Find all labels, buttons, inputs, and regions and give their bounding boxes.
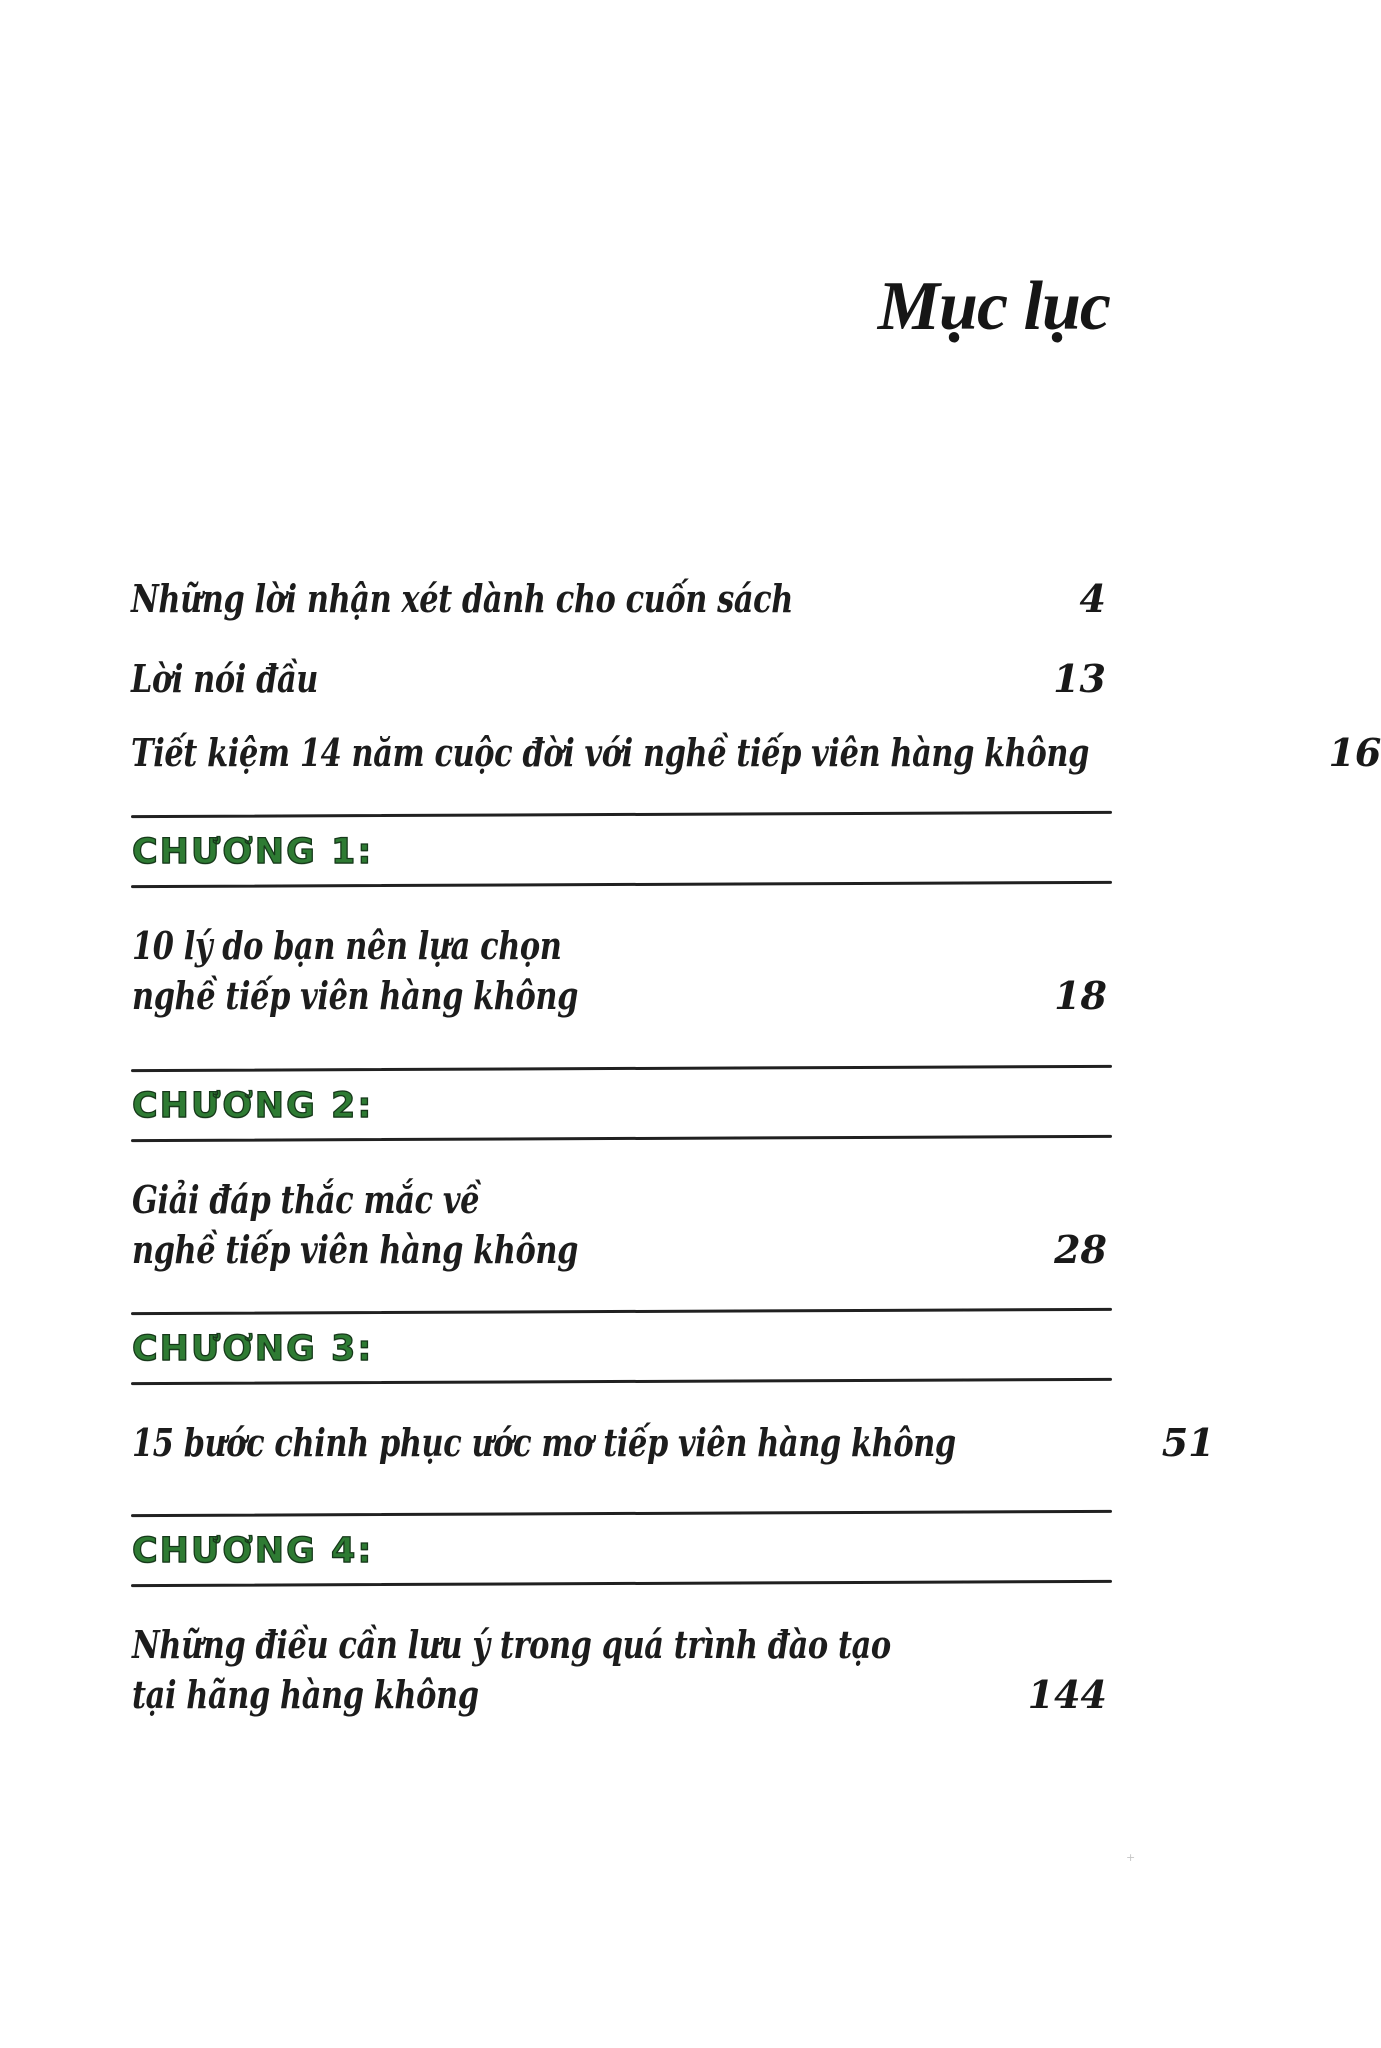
chapter-entry-text: tại hãng hàng không — [132, 1672, 479, 1717]
toc-page-number: 16 — [1328, 730, 1381, 775]
toc-item-title: Những lời nhận xét dành cho cuốn sách — [131, 576, 793, 621]
chapter-entry-text: 15 bước chinh phục ước mơ tiếp viên hàng không — [132, 1420, 956, 1465]
chapter-heading: CHƯƠNG 1: — [132, 832, 374, 872]
chapter-section-1 — [131, 813, 1112, 1073]
chapter-heading: CHƯƠNG 2: — [132, 1086, 374, 1126]
chapter-entry-line-1 — [132, 1620, 1113, 1670]
toc-page-number: 4 — [1079, 576, 1106, 621]
toc-row-front-1 — [131, 574, 1112, 624]
chapter-section-3 — [131, 1310, 1215, 1520]
chapter-entry-text: Những điều cần lưu ý trong quá trình đào tạo — [132, 1622, 891, 1667]
chapter-entry-text: Giải đáp thắc mắc về — [132, 1177, 480, 1222]
toc-row-front-3 — [131, 728, 1381, 778]
chapter-section-2 — [131, 1067, 1112, 1327]
chapter-rule-bottom — [131, 1378, 1112, 1385]
chapter-rule-bottom — [131, 1135, 1112, 1142]
toc-page-number: 28 — [1054, 1227, 1107, 1272]
content-column — [131, 0, 1381, 2048]
chapter-entry-line-1 — [132, 921, 1113, 971]
chapter-entry-text: 10 lý do bạn nên lựa chọn — [132, 923, 562, 968]
toc-page-number: 13 — [1053, 656, 1106, 701]
toc-row-front-2 — [131, 654, 1112, 704]
toc-item-title: Lời nói đầu — [131, 656, 318, 701]
chapter-rule-top — [131, 811, 1112, 818]
toc-page-number: 18 — [1054, 973, 1107, 1018]
chapter-section-4 — [131, 1512, 1112, 1772]
chapter-entry-text: nghề tiếp viên hàng không — [132, 1227, 578, 1272]
scan-artifact-speck: + — [1126, 1851, 1136, 1864]
chapter-entry-line-2 — [132, 1225, 1113, 1275]
toc-page-number: 144 — [1027, 1672, 1107, 1717]
chapter-entry-line-2 — [132, 971, 1113, 1021]
chapter-heading: CHƯƠNG 3: — [132, 1329, 374, 1369]
chapter-entry-line-2 — [132, 1670, 1113, 1720]
chapter-entry-text: nghề tiếp viên hàng không — [132, 973, 578, 1018]
chapter-entry-line-1 — [132, 1418, 1215, 1468]
toc-page-number: 51 — [1161, 1420, 1215, 1465]
page-title: Mục lục — [877, 268, 1110, 345]
chapter-heading: CHƯƠNG 4: — [132, 1531, 374, 1571]
chapter-rule-bottom — [131, 881, 1112, 888]
chapter-entry-line-1 — [132, 1175, 1113, 1225]
chapter-rule-bottom — [131, 1580, 1112, 1587]
toc-item-title: Tiết kiệm 14 năm cuộc đời với nghề tiếp viên hàng không — [131, 730, 1089, 775]
